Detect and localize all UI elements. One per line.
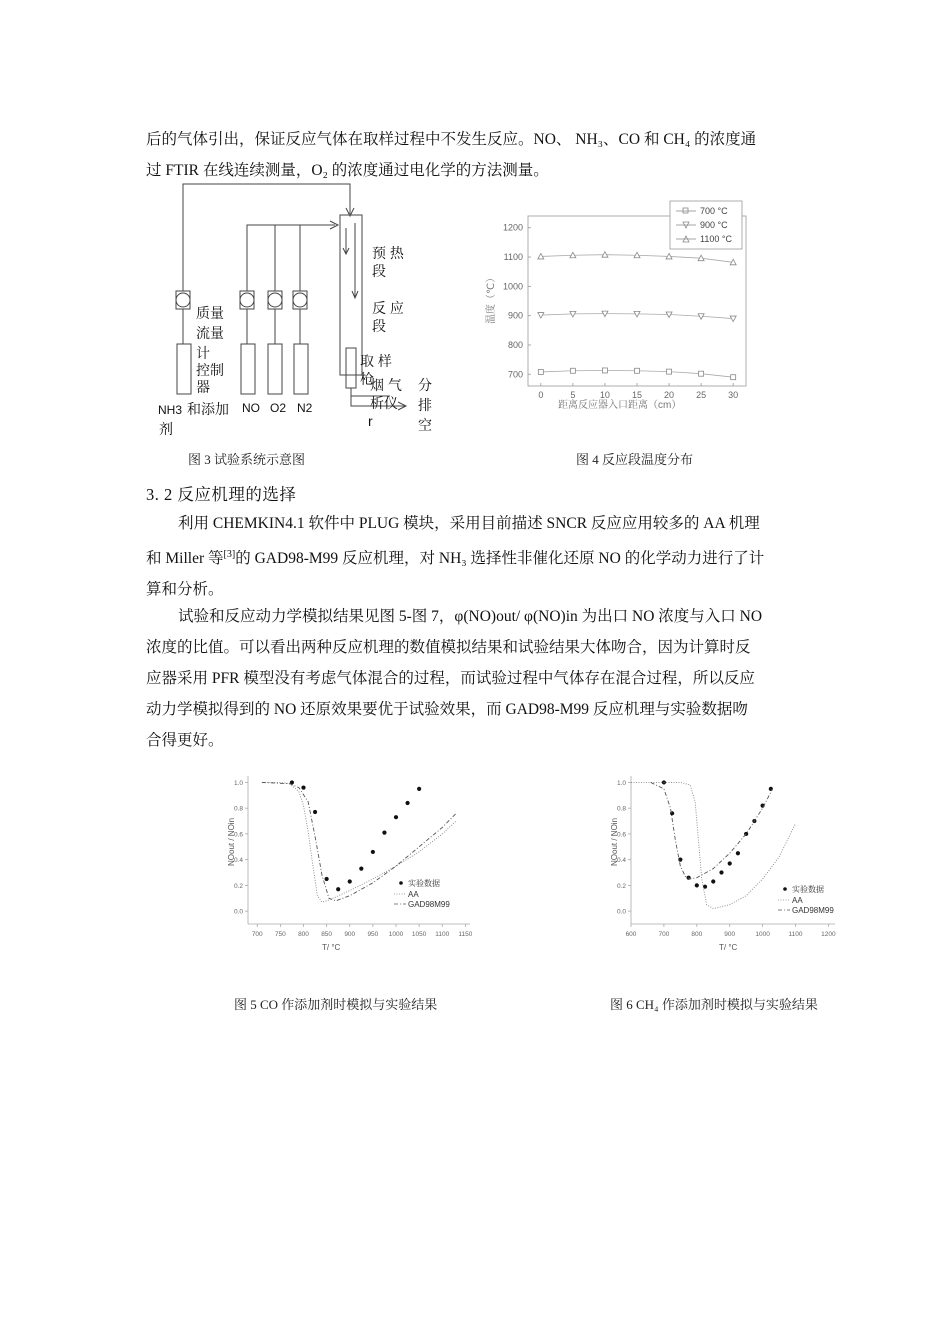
label-mfc-4: 控制 <box>196 362 224 378</box>
series-line-1 <box>631 782 796 908</box>
x-tick-label: 10 <box>599 390 610 400</box>
label-o2: O2 <box>270 401 287 415</box>
intro-paragraph <box>146 124 808 186</box>
x-tick-label: 900 <box>724 931 736 938</box>
legend-experiment: 实验数据 <box>792 885 824 894</box>
x-tick-label: 5 <box>570 390 576 400</box>
y-axis-label: NOout / NOin <box>227 817 236 866</box>
x-tick-label: 950 <box>367 931 379 938</box>
label-mfc-1: 质量 <box>196 305 224 321</box>
data-point <box>635 368 640 373</box>
para1-line-2b: 的 GAD98-M99 反应机理，对 NH₃ 选择性非催化还原 NO 的化学动力进行了计 <box>235 550 765 567</box>
para2-line-2: 浓度的比值。可以看出两种反应机理的数值模拟结果和试验结果大体吻合，因为计算时反 <box>146 639 751 656</box>
x-tick-label: 700 <box>658 931 670 938</box>
y-tick-label: 700 <box>507 369 523 380</box>
y-tick-label: 0.2 <box>616 882 626 890</box>
x-tick-label: 1000 <box>388 931 404 938</box>
x-tick-label: 15 <box>631 390 643 400</box>
data-point <box>731 375 736 380</box>
label-no: NO <box>242 401 260 415</box>
x-axis-label: 距离反应器入口距离（cm） <box>558 400 682 411</box>
label-exhaust-2: 排 <box>418 397 432 413</box>
legend-gad: GAD98M99 <box>408 900 450 909</box>
para1-line-2a: 和 Miller 等 <box>146 550 224 567</box>
legend <box>394 878 450 909</box>
figure-3-schematic <box>150 178 450 443</box>
data-point <box>394 815 398 819</box>
x-axis-label: T/ °C <box>322 943 341 952</box>
para1-line-1: 利用 CHEMKIN4.1 软件中 PLUG 模块，采用目前描述 SNCR 反应应用较多的 AA 机理 <box>178 515 760 532</box>
y-axis-label: 温度（℃） <box>486 272 497 324</box>
reference-3[interactable]: [3] <box>223 549 236 560</box>
label-additive-2: 剂 <box>159 421 173 437</box>
data-point <box>570 368 575 373</box>
y-tick-label: 0.8 <box>616 805 626 813</box>
label-gas-3: r <box>368 413 373 429</box>
legend-900: 900 °C <box>700 220 728 230</box>
label-sample-2: 枪 <box>360 371 374 387</box>
x-tick-label: 0 <box>538 390 544 400</box>
data-point <box>667 369 672 374</box>
label-exhaust-1: 分 <box>418 377 432 393</box>
x-tick-label: 600 <box>625 931 637 938</box>
x-tick-label: 1100 <box>788 931 803 938</box>
legend-700: 700 °C <box>700 206 728 216</box>
x-tick-label: 1200 <box>821 931 836 938</box>
series-line-2 <box>651 782 773 879</box>
x-tick-label: 20 <box>664 390 675 400</box>
y-tick-label: 0.6 <box>616 831 626 839</box>
data-point <box>348 879 352 883</box>
x-tick-label: 1000 <box>755 931 770 938</box>
paragraph-1 <box>146 508 808 605</box>
data-point <box>313 810 317 814</box>
x-tick-label: 1150 <box>458 931 472 938</box>
x-tick-label: 900 <box>344 931 356 938</box>
label-additive-1: 和添加 <box>187 401 229 417</box>
para2-line-3: 应器采用 PFR 模型没有考虑气体混合的过程，而试验过程中气体存在混合过程，所以反应 <box>146 670 755 687</box>
x-tick-label: 800 <box>691 931 703 938</box>
label-n2: N2 <box>297 401 313 415</box>
y-axis-label: NOout / NOin <box>610 817 619 866</box>
data-point <box>736 851 740 855</box>
data-point <box>703 885 707 889</box>
x-tick-label: 700 <box>251 931 263 938</box>
para2-line-5: 合得更好。 <box>146 732 224 749</box>
label-exhaust-3: 空 <box>418 417 432 433</box>
data-point <box>730 316 736 322</box>
intro-line-1: 后的气体引出，保证反应气体在取样过程中不发生反应。NO、 NH₃、CO 和 CH₄ 的浓度通 <box>146 131 757 148</box>
x-tick-label: 750 <box>274 931 286 938</box>
figure-4-chart <box>480 196 760 416</box>
data-point <box>695 883 699 887</box>
figure-5-chart <box>222 766 472 956</box>
y-tick-label: 0.4 <box>616 857 626 865</box>
label-preheat-1: 预 热 <box>372 245 404 261</box>
data-point <box>602 368 607 373</box>
x-tick-label: 1100 <box>435 931 450 938</box>
data-point <box>719 870 723 874</box>
y-tick-label: 0.0 <box>233 908 243 916</box>
legend-aa: AA <box>408 890 419 899</box>
para1-line-2 <box>146 539 808 574</box>
y-tick-label: 900 <box>507 310 523 321</box>
legend-aa: AA <box>792 896 803 905</box>
data-point <box>336 887 340 891</box>
figure-6-caption: 图 6 CH₄ 作添加剂时模拟与实验结果 <box>610 997 818 1012</box>
y-tick-label: 0.6 <box>233 831 243 839</box>
data-point <box>405 801 409 805</box>
y-tick-label: 0.4 <box>233 857 243 865</box>
y-tick-label: 1200 <box>502 222 523 233</box>
data-point <box>359 867 363 871</box>
legend-gad: GAD98M99 <box>792 906 834 915</box>
label-sample-1: 取 样 <box>360 353 392 369</box>
label-mfc-5: 器 <box>196 379 210 395</box>
para2-line-1: 试验和反应动力学模拟结果见图 5-图 7，φ(NO)out/ φ(NO)in 为出口 NO 浓度与入口 NO <box>178 608 763 625</box>
intro-line-2: 过 FTIR 在线连续测量，O₂ 的浓度通过电化学的方法测量。 <box>146 162 549 179</box>
data-point <box>538 369 543 374</box>
figure-6-chart <box>607 766 847 956</box>
x-axis-label: T/ °C <box>719 943 738 952</box>
paragraph-2 <box>146 601 808 756</box>
y-tick-label: 1100 <box>503 252 523 263</box>
data-point <box>417 787 421 791</box>
data-point <box>325 877 329 881</box>
x-tick-label: 1050 <box>411 931 427 938</box>
y-tick-label: 0.0 <box>616 908 626 916</box>
label-nh3: NH3 <box>158 403 183 417</box>
label-mfc-3: 计 <box>196 345 210 361</box>
label-mfc-2: 流量 <box>196 325 224 341</box>
label-react-2: 段 <box>372 318 386 334</box>
legend-1100: 1100 °C <box>700 234 732 244</box>
data-point <box>382 831 386 835</box>
x-tick-label: 800 <box>298 931 309 938</box>
data-point <box>711 879 715 883</box>
figure-5-caption: 图 5 CO 作添加剂时模拟与实验结果 <box>234 997 438 1012</box>
label-gas-1: 烟 气 <box>370 377 402 393</box>
data-point <box>371 850 375 854</box>
figure-4-caption: 图 4 反应段温度分布 <box>576 452 694 467</box>
y-tick-label: 1.0 <box>233 779 243 787</box>
data-point <box>301 785 305 789</box>
y-tick-label: 0.8 <box>233 805 243 813</box>
figure-3-caption: 图 3 试验系统示意图 <box>188 452 306 467</box>
label-preheat-2: 段 <box>372 263 386 279</box>
y-tick-label: 1000 <box>502 281 523 292</box>
para2-line-4: 动力学模拟得到的 NO 还原效果要优于试验效果，而 GAD98-M99 反应机理与实验数据吻 <box>146 701 748 718</box>
para1-line-3: 算和分析。 <box>146 581 224 598</box>
y-tick-label: 800 <box>507 339 523 350</box>
label-gas-2: 析仪 <box>370 395 398 411</box>
y-tick-label: 1.0 <box>616 779 626 787</box>
x-tick-label: 850 <box>321 931 333 938</box>
x-tick-label: 30 <box>728 390 739 400</box>
section-heading: 3. 2 反应机理的选择 <box>146 485 297 504</box>
legend <box>778 884 834 915</box>
legend-experiment: 实验数据 <box>408 879 440 888</box>
legend <box>670 201 742 249</box>
data-point <box>699 371 704 376</box>
x-tick-label: 25 <box>696 390 707 400</box>
y-tick-label: 0.2 <box>233 882 243 890</box>
data-point <box>728 861 732 865</box>
label-react-1: 反 应 <box>372 300 404 316</box>
